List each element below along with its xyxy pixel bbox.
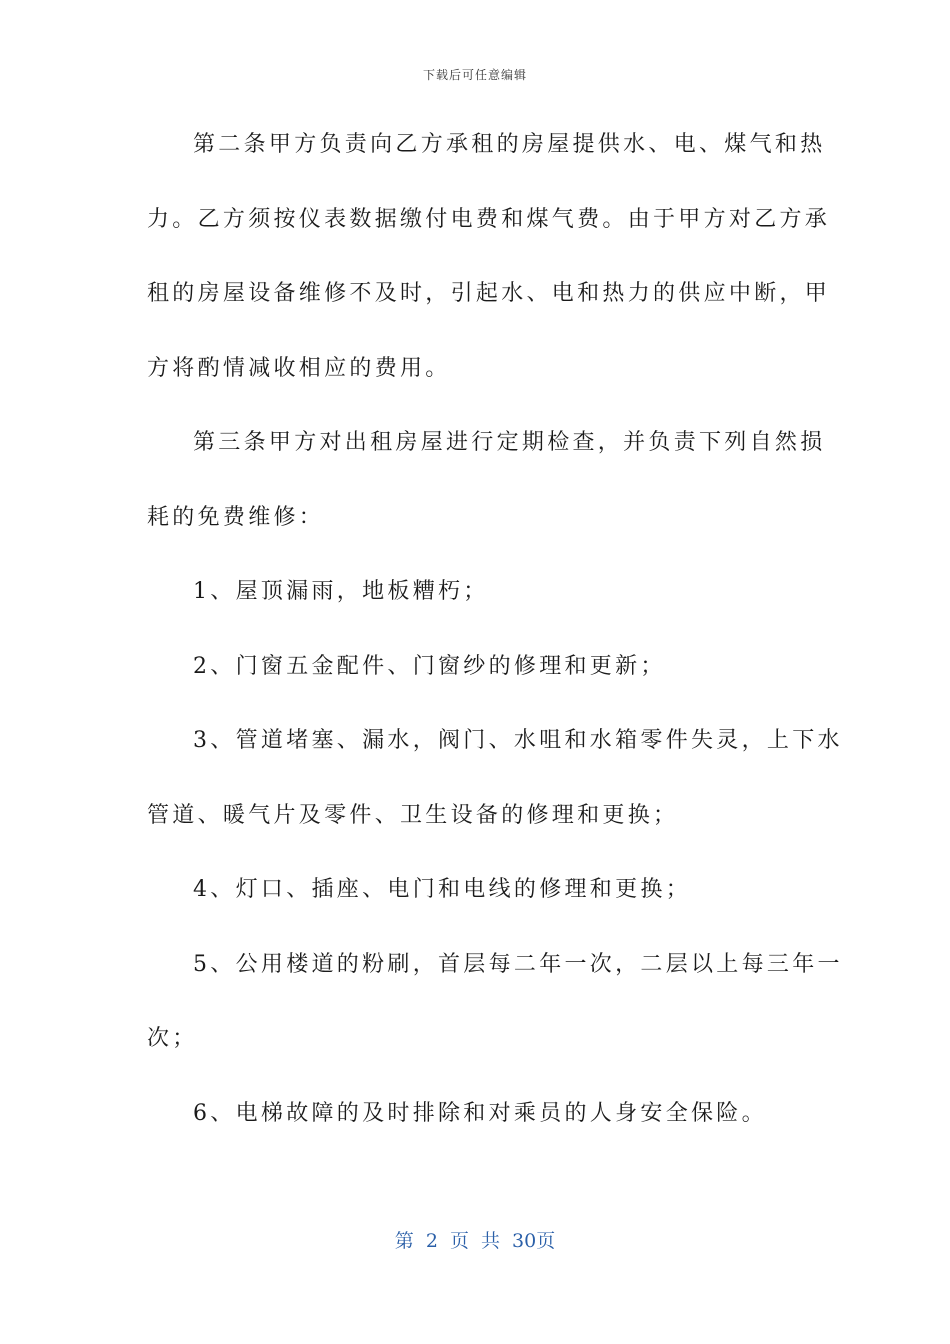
page-number-footer: 第 2 页 共 30页 [394,1230,556,1252]
list-item: 3、管道堵塞、漏水，阀门、水咀和水箱零件失灵，上下水 [193,728,843,753]
page-header-note: 下载后可任意编辑 [422,68,527,82]
paragraph-line: 租的房屋设备维修不及时，引起水、电和热力的供应中断，甲 [147,281,831,306]
list-item-continuation: 管道、暖气片及零件、卫生设备的修理和更换； [147,802,679,828]
list-item: 2、门窗五金配件、门窗纱的修理和更新； [193,653,666,679]
document-body [147,124,843,1167]
list-item: 4、灯口、插座、电门和电线的修理和更换； [193,877,691,902]
list-item: 6、电梯故障的及时排除和对乘员的人身安全保险。 [193,1100,767,1126]
list-item: 5、公用楼道的粉刷，首层每二年一次，二层以上每三年一 [193,951,843,977]
paragraph-line: 耗的免费维修： [147,504,325,530]
paragraph-line: 第二条甲方负责向乙方承租的房屋提供水、电、煤气和热 [193,132,826,157]
list-item: 1、屋顶漏雨，地板糟朽； [193,579,489,604]
paragraph-line: 方将酌情减收相应的费用。 [147,355,451,381]
list-item-continuation: 次； [147,1026,198,1051]
paragraph-line: 力。乙方须按仪表数据缴付电费和煤气费。由于甲方对乙方承 [147,206,831,232]
paragraph-line: 第三条甲方对出租房屋进行定期检查，并负责下列自然损 [193,430,826,455]
